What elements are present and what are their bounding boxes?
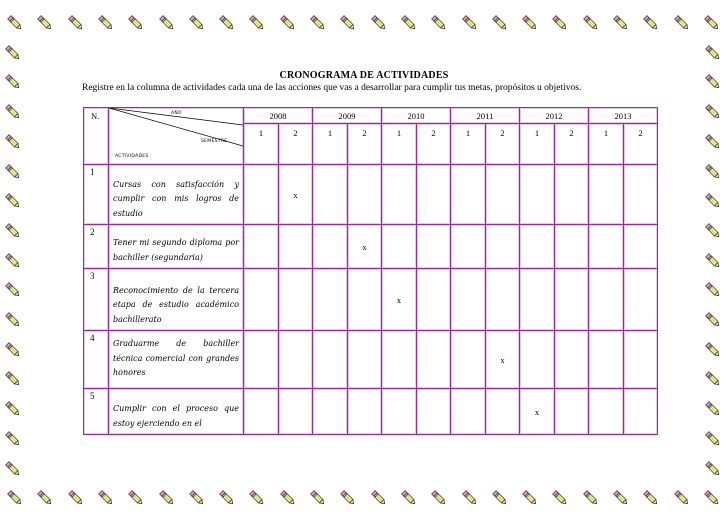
schedule-cell: [520, 331, 555, 389]
pencil-icon: [4, 133, 22, 151]
row-number: 3: [84, 269, 109, 331]
schedule-cell: [244, 165, 279, 225]
pencil-icon: [370, 489, 388, 507]
pencil-icon: [4, 103, 22, 121]
schedule-cell: [348, 269, 382, 331]
pencil-icon: [491, 14, 509, 32]
schedule-cell: [520, 165, 555, 225]
schedule-cell: [486, 331, 520, 389]
pencil-icon: [582, 489, 600, 507]
schedule-mark: x: [500, 354, 505, 365]
pencil-icon: [127, 489, 145, 507]
pencil-icon: [704, 163, 722, 181]
schedule-cell: [279, 165, 313, 225]
pencil-icon: [704, 103, 722, 121]
pencil-icon: [279, 489, 297, 507]
pencil-icon: [339, 14, 357, 32]
semester-header: 1: [451, 124, 486, 165]
pencil-icon: [551, 14, 569, 32]
pencil-icon: [279, 14, 297, 32]
pencil-icon: [4, 370, 22, 388]
header-year-row: [84, 108, 658, 124]
schedule-cell: [520, 269, 555, 331]
schedule-cell: [624, 225, 658, 269]
semester-header: 2: [417, 124, 451, 165]
schedule-cell: [451, 331, 486, 389]
schedule-cell: [313, 389, 348, 435]
pencil-icon: [673, 489, 691, 507]
schedule-cell: [520, 389, 555, 435]
year-header: 2008: [244, 108, 313, 124]
row-number: 4: [84, 331, 109, 389]
schedule-cell: [279, 225, 313, 269]
pencil-icon: [97, 14, 115, 32]
schedule-cell: [382, 225, 417, 269]
pencil-icon: [704, 370, 722, 388]
schedule-mark: x: [293, 189, 298, 200]
pencil-icon: [673, 14, 691, 32]
semester-header: 1: [313, 124, 348, 165]
activity-row: [84, 165, 658, 225]
schedule-cell: [279, 269, 313, 331]
activity-text: Tener mi segundo diploma por bachiller (segundaria): [109, 225, 244, 269]
pencil-icon: [4, 400, 22, 418]
row-number: 2: [84, 225, 109, 269]
header-num: N.: [84, 108, 109, 165]
row-number: 1: [84, 165, 109, 225]
pencil-icon: [521, 14, 539, 32]
pencil-icon: [704, 133, 722, 151]
schedule-cell: [451, 269, 486, 331]
pencil-icon: [4, 341, 22, 359]
activity-text: Graduarme de bachiller técnica comercial con grandes honores: [109, 331, 244, 389]
pencil-icon: [4, 192, 22, 210]
pencil-icon: [158, 14, 176, 32]
schedule-cell: [382, 165, 417, 225]
pencil-icon: [551, 489, 569, 507]
pencil-icon: [704, 252, 722, 270]
pencil-icon: [704, 192, 722, 210]
pencil-icon: [704, 400, 722, 418]
year-label: AÑO: [171, 111, 182, 116]
pencil-icon: [339, 489, 357, 507]
pencil-icon: [248, 489, 266, 507]
schedule-cell: [244, 389, 279, 435]
pencil-icon: [400, 489, 418, 507]
schedule-cell: [555, 389, 589, 435]
pencil-icon: [642, 489, 660, 507]
pencil-icon: [67, 489, 85, 507]
pencil-icon: [491, 489, 509, 507]
semester-header: 2: [555, 124, 589, 165]
year-header: 2013: [589, 108, 658, 124]
pencil-icon: [704, 430, 722, 448]
semester-header: 1: [520, 124, 555, 165]
activity-row: [84, 331, 658, 389]
pencil-icon: [127, 14, 145, 32]
schedule-cell: [589, 225, 624, 269]
pencil-icon: [158, 489, 176, 507]
schedule-cell: [382, 389, 417, 435]
schedule-cell: [624, 165, 658, 225]
activity-row: [84, 389, 658, 435]
schedule-cell: [589, 331, 624, 389]
pencil-icon: [218, 14, 236, 32]
year-header: 2010: [382, 108, 451, 124]
schedule-cell: [348, 165, 382, 225]
pencil-icon: [703, 14, 721, 32]
document-subtitle: Registre en la columna de actividades cada una de las acciones que vas a desarrollar para cumplir tus metas, propósitos u objetivos.: [82, 83, 582, 93]
pencil-icon: [4, 222, 22, 240]
pencil-icon: [612, 489, 630, 507]
schedule-cell: [451, 165, 486, 225]
year-header: 2011: [451, 108, 520, 124]
pencil-icon: [67, 14, 85, 32]
pencil-icon: [400, 14, 418, 32]
pencil-icon: [36, 489, 54, 507]
row-number: 5: [84, 389, 109, 435]
schedule-cell: [589, 165, 624, 225]
year-header: 2009: [313, 108, 382, 124]
schedule-mark: x: [396, 294, 402, 305]
schedule-cell: [313, 225, 348, 269]
schedule-cell: [486, 165, 520, 225]
pencil-icon: [704, 44, 722, 62]
schedule-mark: x: [362, 241, 367, 252]
pencil-icon: [4, 252, 22, 270]
schedule-cell: [417, 165, 451, 225]
pencil-icon: [36, 14, 54, 32]
schedule-cell: [624, 389, 658, 435]
schedule-cell: [486, 389, 520, 435]
semester-header: 2: [348, 124, 382, 165]
schedule-cell: [589, 269, 624, 331]
schedule-cell: [348, 389, 382, 435]
schedule-cell: [313, 269, 348, 331]
semester-label: SEMESTRE: [201, 139, 228, 144]
schedule-cell: [313, 165, 348, 225]
schedule-cell: [417, 331, 451, 389]
semester-header: 1: [244, 124, 279, 165]
pencil-icon: [248, 14, 266, 32]
schedule-cell: [279, 331, 313, 389]
pencil-icon: [4, 44, 22, 62]
pencil-icon: [218, 489, 236, 507]
pencil-icon: [309, 14, 327, 32]
schedule-cell: [244, 269, 279, 331]
semester-header: 2: [279, 124, 313, 165]
schedule-cell: [451, 389, 486, 435]
schedule-cell: [624, 269, 658, 331]
pencil-icon: [4, 163, 22, 181]
pencil-icon: [461, 489, 479, 507]
schedule-mark: x: [534, 406, 540, 417]
pencil-icon: [188, 14, 206, 32]
pencil-icon: [188, 489, 206, 507]
schedule-cell: [244, 225, 279, 269]
pencil-icon: [6, 14, 24, 32]
schedule-cell: [589, 389, 624, 435]
schedule-cell: [451, 225, 486, 269]
activity-text: Cursas con satisfacción y cumplir con mis logros de estudio: [109, 165, 244, 225]
pencil-icon: [4, 311, 22, 329]
pencil-icon: [582, 14, 600, 32]
year-header: 2012: [520, 108, 589, 124]
pencil-icon: [97, 489, 115, 507]
pencil-icon: [703, 489, 721, 507]
semester-header: 1: [589, 124, 624, 165]
schedule-cell: [244, 331, 279, 389]
pencil-icon: [704, 311, 722, 329]
pencil-icon: [430, 14, 448, 32]
diagonal-header: [109, 108, 244, 165]
schedule-cell: [486, 269, 520, 331]
schedule-cell: [555, 269, 589, 331]
pencil-icon: [461, 14, 479, 32]
semester-header: 2: [624, 124, 658, 165]
activity-text: Reconocimiento de la tercera etapa de estudio académico bachillerato: [109, 269, 244, 331]
schedule-cell: [624, 331, 658, 389]
pencil-icon: [430, 489, 448, 507]
document-title: CRONOGRAMA DE ACTIVIDADES: [279, 70, 449, 81]
semester-header: 2: [486, 124, 520, 165]
pencil-icon: [612, 14, 630, 32]
semester-header: 1: [382, 124, 417, 165]
schedule-cell: [348, 331, 382, 389]
schedule-cell: [417, 269, 451, 331]
schedule-cell: [555, 165, 589, 225]
pencil-icon: [642, 14, 660, 32]
pencil-icon: [521, 489, 539, 507]
pencil-icon: [370, 14, 388, 32]
pencil-icon: [6, 489, 24, 507]
schedule-cell: [520, 225, 555, 269]
pencil-icon: [704, 341, 722, 359]
activity-row: [84, 225, 658, 269]
activities-label: ACTIVIDADES: [115, 154, 149, 159]
activity-row: [84, 269, 658, 331]
schedule-cell: [417, 225, 451, 269]
schedule-cell: [348, 225, 382, 269]
schedule-cell: [417, 389, 451, 435]
schedule-cell: [486, 225, 520, 269]
schedule-cell: [313, 331, 348, 389]
pencil-icon: [704, 222, 722, 240]
pencil-icon: [704, 460, 722, 478]
pencil-icon: [309, 489, 327, 507]
schedule-cell: [382, 269, 417, 331]
schedule-cell: [382, 331, 417, 389]
schedule-cell: [555, 331, 589, 389]
pencil-icon: [704, 281, 722, 299]
schedule-cell: [279, 389, 313, 435]
pencil-icon: [4, 430, 22, 448]
activity-text: Cumplir con el proceso que estoy ejerciendo en el: [109, 389, 244, 435]
pencil-icon: [4, 281, 22, 299]
pencil-icon: [4, 460, 22, 478]
schedule-cell: [555, 225, 589, 269]
schedule-table: [83, 107, 658, 435]
